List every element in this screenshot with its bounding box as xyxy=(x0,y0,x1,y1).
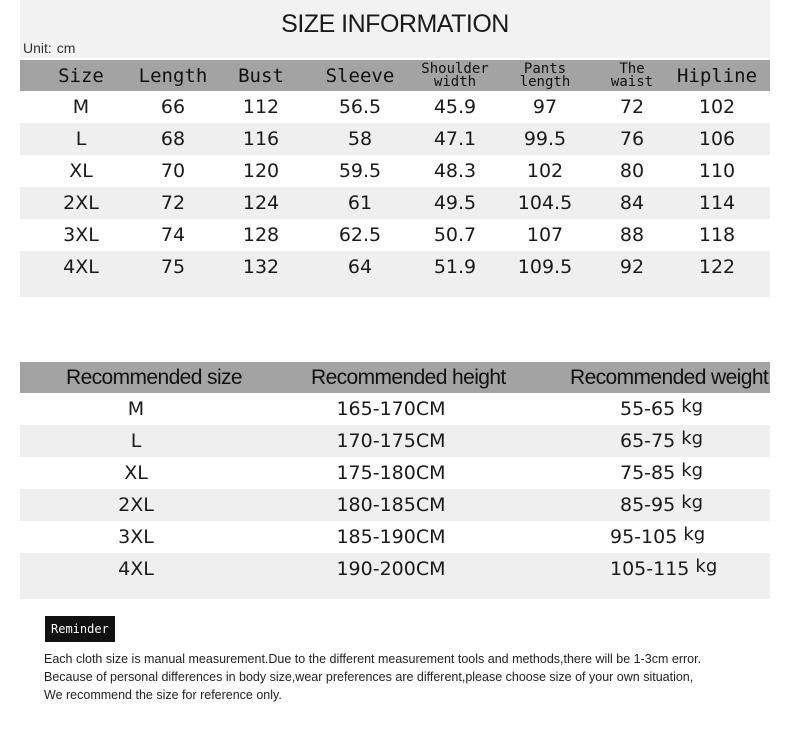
cell-pants-length: 107 xyxy=(526,224,564,246)
cell-waist: 88 xyxy=(619,224,645,246)
weight-unit: kg xyxy=(695,555,718,577)
weight-unit: kg xyxy=(681,395,704,417)
cell-recommended-size: XL xyxy=(124,462,148,484)
cell-pants-length: 102 xyxy=(526,160,564,182)
weight-value: 65-75 xyxy=(620,430,676,452)
weight-value: 105-115 xyxy=(610,558,690,580)
cell-recommended-size: 3XL xyxy=(118,526,154,548)
cell-hipline: 122 xyxy=(698,256,736,278)
weight-unit: kg xyxy=(681,491,704,513)
weight-unit: kg xyxy=(681,427,704,449)
weight-value: 95-105 xyxy=(610,526,678,548)
cell-waist: 84 xyxy=(619,192,645,214)
cell-bust: 116 xyxy=(242,128,280,150)
weight-value: 85-95 xyxy=(620,494,676,516)
cell-length: 72 xyxy=(160,192,186,214)
cell-recommended-weight xyxy=(570,425,790,457)
size-table-header xyxy=(20,60,770,91)
weight-value: 75-85 xyxy=(620,462,676,484)
header-size: Size xyxy=(58,64,104,87)
table-row xyxy=(20,521,770,553)
cell-length: 74 xyxy=(160,224,186,246)
table-row xyxy=(20,489,770,521)
cell-recommended-size: L xyxy=(130,430,142,452)
reminder-line: Each cloth size is manual measurement.Due to the different measurement tools and methods,there will be 1-3cm error. xyxy=(44,652,702,666)
cell-shoulder-width: 50.7 xyxy=(433,224,477,246)
cell-shoulder-width: 47.1 xyxy=(433,128,477,150)
cell-bust: 132 xyxy=(242,256,280,278)
cell-recommended-size: M xyxy=(127,398,145,420)
weight-value: 55-65 xyxy=(620,398,676,420)
cell-recommended-weight xyxy=(570,457,790,489)
cell-pants-length: 109.5 xyxy=(517,256,573,278)
header-sleeve: Sleeve xyxy=(325,64,395,87)
cell-recommended-weight xyxy=(570,489,790,521)
cell-recommended-size: 2XL xyxy=(118,494,154,516)
cell-size: L xyxy=(75,128,87,150)
cell-recommended-height: 170-175CM xyxy=(336,430,446,452)
unit-label xyxy=(23,40,75,56)
cell-sleeve: 58 xyxy=(347,128,373,150)
cell-sleeve: 62.5 xyxy=(338,224,382,246)
cell-hipline: 106 xyxy=(698,128,736,150)
header-pants-length-line1: Pants xyxy=(523,60,567,77)
cell-sleeve: 61 xyxy=(347,192,373,214)
cell-length: 68 xyxy=(160,128,186,150)
cell-size: M xyxy=(72,96,90,118)
cell-recommended-size: 4XL xyxy=(118,558,154,580)
cell-recommended-height: 190-200CM xyxy=(336,558,446,580)
table-row xyxy=(20,187,770,219)
weight-unit: kg xyxy=(681,459,704,481)
cell-size: 2XL xyxy=(63,192,99,214)
cell-bust: 128 xyxy=(242,224,280,246)
cell-size: 4XL xyxy=(63,256,99,278)
table-row xyxy=(20,457,770,489)
header-shoulder-width-line1: Shoulder xyxy=(421,60,489,77)
reminder-line: Because of personal differences in body size,wear preferences are different,please choose size of your own situation, xyxy=(44,670,694,684)
recommendation-table xyxy=(20,362,770,599)
unit-value: cm xyxy=(56,40,76,56)
cell-shoulder-width: 49.5 xyxy=(433,192,477,214)
cell-length: 66 xyxy=(160,96,186,118)
unit-label-text: Unit: xyxy=(23,40,52,56)
cell-shoulder-width: 48.3 xyxy=(433,160,477,182)
recommendation-table-header xyxy=(20,362,770,393)
cell-pants-length: 99.5 xyxy=(523,128,567,150)
cell-waist: 72 xyxy=(619,96,645,118)
cell-size: XL xyxy=(69,160,93,182)
header-shoulder-width xyxy=(404,60,506,91)
cell-bust: 124 xyxy=(242,192,280,214)
cell-hipline: 110 xyxy=(698,160,736,182)
cell-recommended-weight xyxy=(570,393,790,425)
recommendation-table-footer xyxy=(20,585,770,599)
table-row xyxy=(20,553,770,585)
table-row xyxy=(20,251,770,283)
cell-bust: 112 xyxy=(242,96,280,118)
header-recommended-height: Recommended height xyxy=(311,365,506,389)
cell-waist: 92 xyxy=(619,256,645,278)
table-row xyxy=(20,219,770,251)
table-row xyxy=(20,91,770,123)
header-waist-line1: The xyxy=(619,60,645,77)
cell-pants-length: 104.5 xyxy=(517,192,573,214)
cell-size: 3XL xyxy=(63,224,99,246)
cell-recommended-weight xyxy=(570,521,780,553)
header-waist-line2: waist xyxy=(610,73,654,90)
header-bust: Bust xyxy=(238,64,284,87)
header-hipline: Hipline xyxy=(676,64,758,87)
table-row xyxy=(20,393,770,425)
cell-shoulder-width: 45.9 xyxy=(433,96,477,118)
cell-waist: 80 xyxy=(619,160,645,182)
reminder-line: We recommend the size for reference only. xyxy=(44,688,282,702)
reminder-tag: Reminder xyxy=(45,616,115,642)
cell-recommended-height: 175-180CM xyxy=(336,462,446,484)
cell-bust: 120 xyxy=(242,160,280,182)
cell-recommended-height: 185-190CM xyxy=(336,526,446,548)
header-length: Length xyxy=(138,64,208,87)
cell-sleeve: 64 xyxy=(347,256,373,278)
header-recommended-size: Recommended size xyxy=(66,365,242,389)
table-row xyxy=(20,155,770,187)
cell-recommended-height: 165-170CM xyxy=(336,398,446,420)
table-row xyxy=(20,425,770,457)
cell-hipline: 118 xyxy=(698,224,736,246)
page-title: SIZE INFORMATION xyxy=(281,10,509,38)
cell-recommended-weight xyxy=(570,553,780,585)
header-recommended-weight: Recommended weight xyxy=(570,365,769,389)
recommendation-table-body xyxy=(20,393,770,585)
cell-waist: 76 xyxy=(619,128,645,150)
cell-sleeve: 56.5 xyxy=(338,96,382,118)
size-table-body xyxy=(20,91,770,283)
cell-hipline: 114 xyxy=(698,192,736,214)
cell-pants-length: 97 xyxy=(532,96,558,118)
header-pants-length-line2: length xyxy=(519,73,571,90)
cell-length: 70 xyxy=(160,160,186,182)
table-row xyxy=(20,123,770,155)
header-shoulder-width-line2: width xyxy=(433,73,477,90)
header-pants-length xyxy=(494,60,596,91)
cell-shoulder-width: 51.9 xyxy=(433,256,477,278)
size-table-footer xyxy=(20,283,770,297)
weight-unit: kg xyxy=(683,523,706,545)
cell-length: 75 xyxy=(160,256,186,278)
cell-sleeve: 59.5 xyxy=(338,160,382,182)
size-table xyxy=(20,60,770,297)
reminder-notes xyxy=(44,650,764,704)
cell-recommended-height: 180-185CM xyxy=(336,494,446,516)
cell-hipline: 102 xyxy=(698,96,736,118)
